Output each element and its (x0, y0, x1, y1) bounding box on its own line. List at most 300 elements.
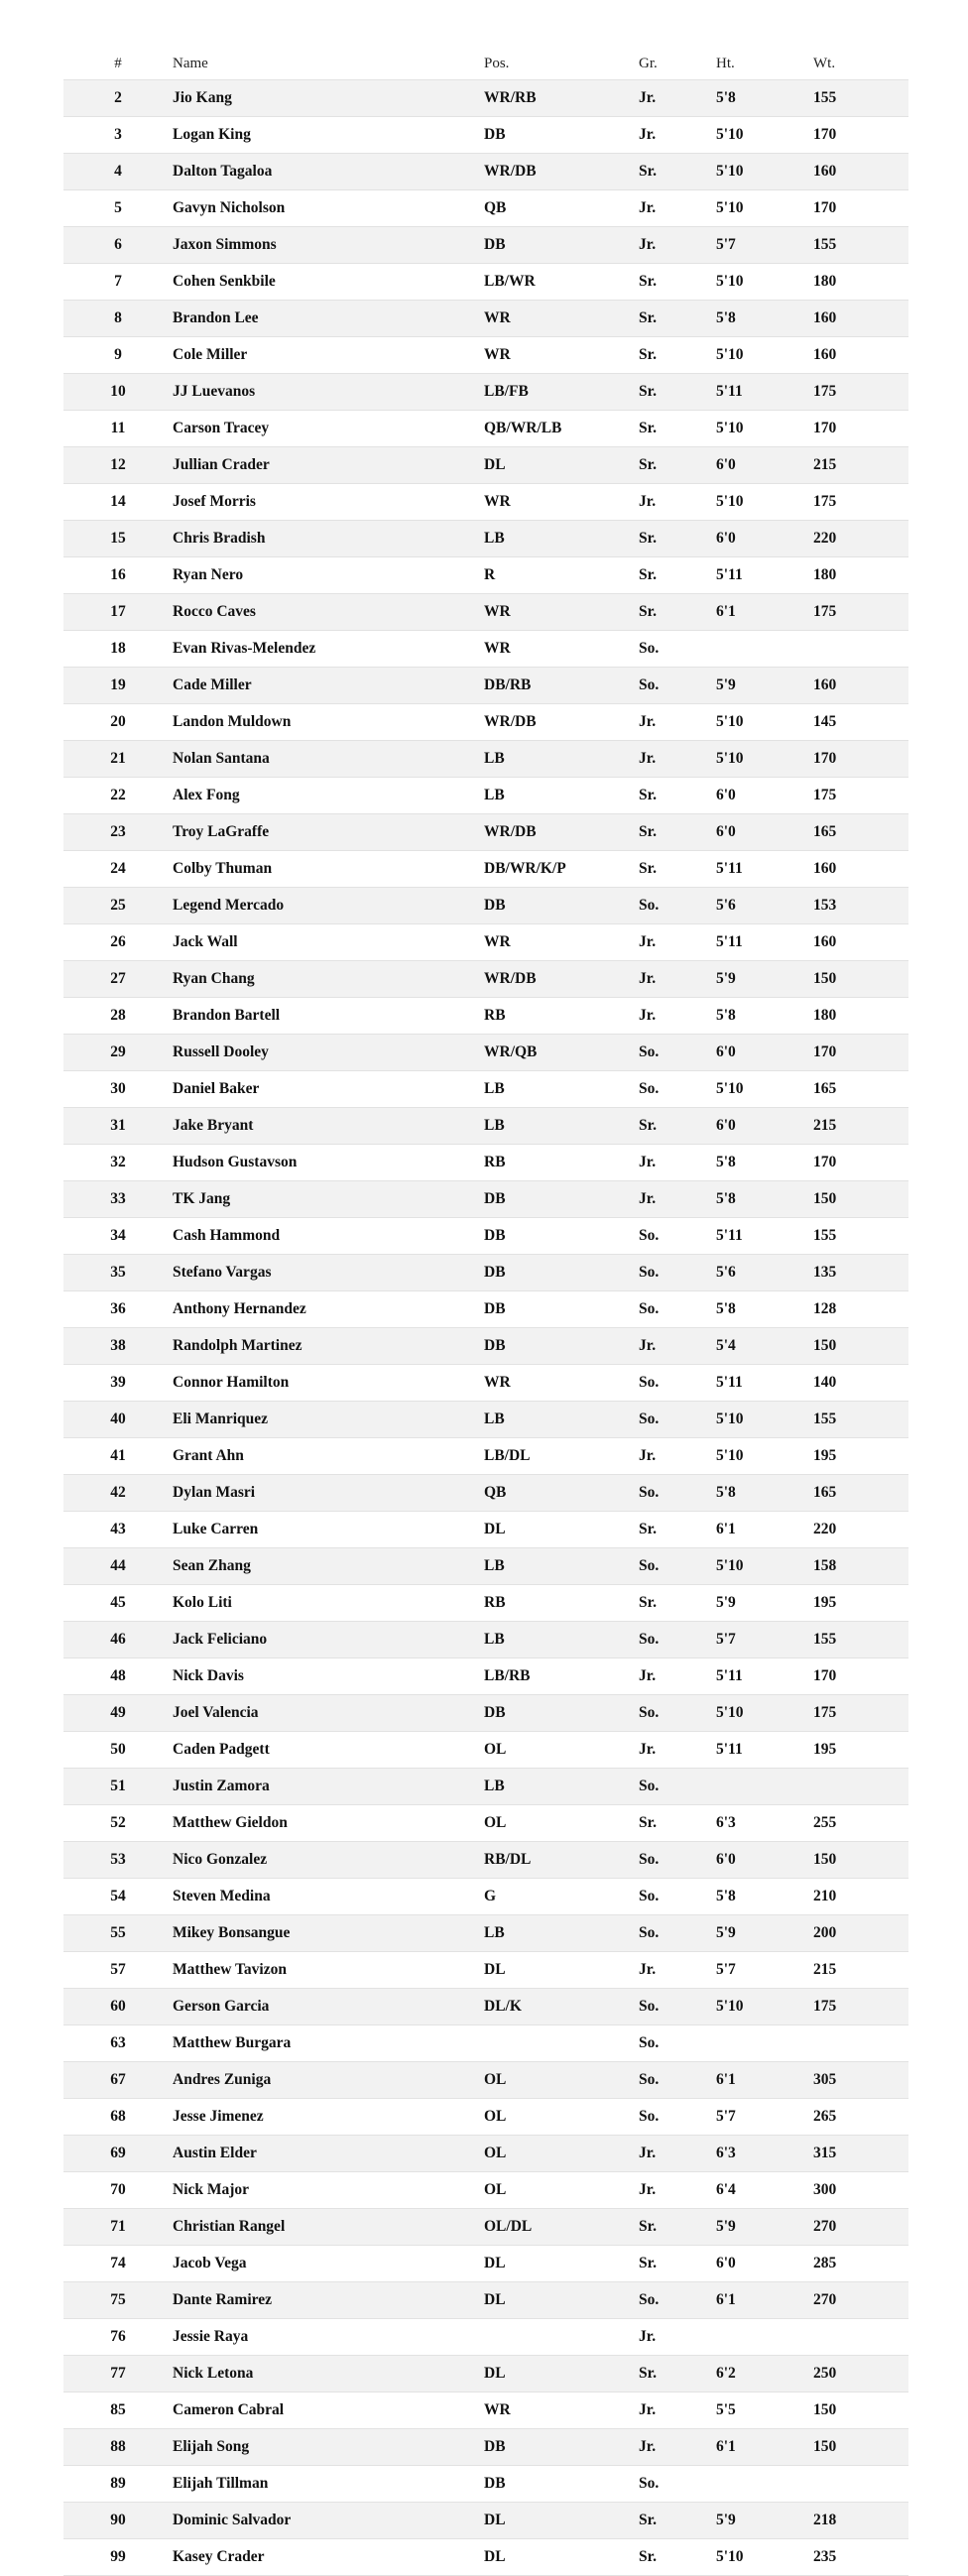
player-height: 6'4 (716, 2172, 813, 2209)
player-number: 10 (63, 374, 173, 411)
player-position: LB (484, 1548, 639, 1585)
table-row (63, 2172, 908, 2209)
player-grade: So. (639, 1402, 716, 1438)
header-row (63, 48, 908, 80)
player-number: 21 (63, 741, 173, 778)
player-height: 5'10 (716, 337, 813, 374)
player-weight: 175 (813, 778, 908, 814)
table-row (63, 1475, 908, 1512)
player-position: DB (484, 1291, 639, 1328)
player-position: QB/WR/LB (484, 411, 639, 447)
player-name: Cash Hammond (173, 1218, 484, 1255)
player-number: 36 (63, 1291, 173, 1328)
player-position: DB (484, 1695, 639, 1732)
player-number: 23 (63, 814, 173, 851)
table-row (63, 1658, 908, 1695)
player-height: 6'0 (716, 521, 813, 557)
table-row (63, 1695, 908, 1732)
player-grade: Jr. (639, 2172, 716, 2209)
player-weight: 155 (813, 1402, 908, 1438)
player-number: 60 (63, 1989, 173, 2025)
column-header-number: # (63, 48, 173, 80)
table-row (63, 1402, 908, 1438)
table-row (63, 741, 908, 778)
player-grade: Jr. (639, 1181, 716, 1218)
player-position: LB/WR (484, 264, 639, 301)
player-weight: 170 (813, 741, 908, 778)
table-row (63, 80, 908, 117)
player-position (484, 2025, 639, 2062)
player-number: 5 (63, 190, 173, 227)
player-weight: 210 (813, 1879, 908, 1915)
player-position: WR (484, 2392, 639, 2429)
player-number: 53 (63, 1842, 173, 1879)
player-name: Brandon Bartell (173, 998, 484, 1035)
player-number: 34 (63, 1218, 173, 1255)
table-row (63, 1108, 908, 1145)
player-number: 18 (63, 631, 173, 668)
player-number: 20 (63, 704, 173, 741)
player-weight: 160 (813, 337, 908, 374)
table-row (63, 1365, 908, 1402)
player-weight: 255 (813, 1805, 908, 1842)
roster-table (63, 48, 908, 2576)
player-height: 5'11 (716, 1218, 813, 1255)
player-height: 6'0 (716, 814, 813, 851)
table-row (63, 2466, 908, 2503)
player-name: Rocco Caves (173, 594, 484, 631)
player-grade: Sr. (639, 447, 716, 484)
player-name: Christian Rangel (173, 2209, 484, 2246)
table-row (63, 1145, 908, 1181)
player-name: Nolan Santana (173, 741, 484, 778)
table-row (63, 2062, 908, 2099)
player-name: Jio Kang (173, 80, 484, 117)
player-grade: Jr. (639, 227, 716, 264)
table-row (63, 704, 908, 741)
player-name: Stefano Vargas (173, 1255, 484, 1291)
player-height: 5'8 (716, 1879, 813, 1915)
player-position: DL (484, 2503, 639, 2539)
player-position: WR/DB (484, 704, 639, 741)
player-position: OL/DL (484, 2209, 639, 2246)
table-row (63, 2099, 908, 2136)
table-row (63, 2356, 908, 2392)
player-number: 69 (63, 2136, 173, 2172)
player-height: 5'10 (716, 1989, 813, 2025)
player-number: 27 (63, 961, 173, 998)
table-row (63, 778, 908, 814)
player-weight: 165 (813, 1475, 908, 1512)
player-position: OL (484, 2062, 639, 2099)
player-name: Andres Zuniga (173, 2062, 484, 2099)
player-weight: 195 (813, 1732, 908, 1769)
player-grade: Jr. (639, 117, 716, 154)
player-number: 30 (63, 1071, 173, 1108)
player-weight: 218 (813, 2503, 908, 2539)
player-name: Justin Zamora (173, 1769, 484, 1805)
player-name: Carson Tracey (173, 411, 484, 447)
player-position: RB (484, 1585, 639, 1622)
player-name: Ryan Nero (173, 557, 484, 594)
table-row (63, 2246, 908, 2282)
player-name: Nick Davis (173, 1658, 484, 1695)
player-weight: 215 (813, 1108, 908, 1145)
player-height: 5'9 (716, 1585, 813, 1622)
player-name: Russell Dooley (173, 1035, 484, 1071)
player-grade: Jr. (639, 1952, 716, 1989)
table-row (63, 484, 908, 521)
player-grade: Jr. (639, 2319, 716, 2356)
player-name: Dante Ramirez (173, 2282, 484, 2319)
player-height: 6'0 (716, 1842, 813, 1879)
table-row (63, 1255, 908, 1291)
player-name: Dominic Salvador (173, 2503, 484, 2539)
player-position: RB (484, 1145, 639, 1181)
player-weight: 285 (813, 2246, 908, 2282)
player-position: DL (484, 2356, 639, 2392)
roster-container (63, 48, 908, 2576)
player-position: DB/WR/K/P (484, 851, 639, 888)
player-grade: Sr. (639, 337, 716, 374)
player-position: DB (484, 888, 639, 924)
player-number: 54 (63, 1879, 173, 1915)
player-number: 35 (63, 1255, 173, 1291)
player-number: 85 (63, 2392, 173, 2429)
player-position: DB (484, 1328, 639, 1365)
player-height: 6'0 (716, 1108, 813, 1145)
player-position: OL (484, 2136, 639, 2172)
player-grade: Sr. (639, 2356, 716, 2392)
player-weight: 250 (813, 2356, 908, 2392)
table-row (63, 1952, 908, 1989)
player-weight: 200 (813, 1915, 908, 1952)
player-height: 5'7 (716, 1952, 813, 1989)
player-grade: So. (639, 631, 716, 668)
player-height (716, 2319, 813, 2356)
player-weight: 170 (813, 1035, 908, 1071)
player-weight: 155 (813, 1622, 908, 1658)
player-weight: 180 (813, 264, 908, 301)
player-number: 49 (63, 1695, 173, 1732)
player-grade: Sr. (639, 374, 716, 411)
table-row (63, 2429, 908, 2466)
player-grade: So. (639, 2466, 716, 2503)
player-number: 38 (63, 1328, 173, 1365)
table-row (63, 1769, 908, 1805)
table-row (63, 888, 908, 924)
player-position: DL (484, 2539, 639, 2576)
player-name: Landon Muldown (173, 704, 484, 741)
player-grade: Jr. (639, 2392, 716, 2429)
player-number: 57 (63, 1952, 173, 1989)
player-name: Eli Manriquez (173, 1402, 484, 1438)
player-grade: Jr. (639, 1438, 716, 1475)
player-position: LB/DL (484, 1438, 639, 1475)
player-name: Randolph Martinez (173, 1328, 484, 1365)
player-position: DB (484, 2429, 639, 2466)
player-number: 52 (63, 1805, 173, 1842)
player-weight: 150 (813, 2429, 908, 2466)
player-weight: 175 (813, 1695, 908, 1732)
player-number: 26 (63, 924, 173, 961)
table-row (63, 2539, 908, 2576)
table-row (63, 2503, 908, 2539)
player-number: 68 (63, 2099, 173, 2136)
player-number: 46 (63, 1622, 173, 1658)
player-name: Hudson Gustavson (173, 1145, 484, 1181)
player-position: WR (484, 631, 639, 668)
player-weight: 128 (813, 1291, 908, 1328)
roster-table-header (63, 48, 908, 80)
player-height (716, 1769, 813, 1805)
player-name: Legend Mercado (173, 888, 484, 924)
player-position: QB (484, 190, 639, 227)
player-name: Cohen Senkbile (173, 264, 484, 301)
player-weight: 145 (813, 704, 908, 741)
player-weight: 140 (813, 1365, 908, 1402)
player-number: 6 (63, 227, 173, 264)
player-weight: 158 (813, 1548, 908, 1585)
player-grade: Sr. (639, 1805, 716, 1842)
player-name: Cameron Cabral (173, 2392, 484, 2429)
player-name: Elijah Song (173, 2429, 484, 2466)
player-position: OL (484, 1805, 639, 1842)
player-name: Connor Hamilton (173, 1365, 484, 1402)
player-position (484, 2319, 639, 2356)
player-grade: Jr. (639, 2136, 716, 2172)
player-position: DL (484, 2246, 639, 2282)
player-weight: 305 (813, 2062, 908, 2099)
player-number: 11 (63, 411, 173, 447)
player-weight: 175 (813, 1989, 908, 2025)
player-height: 5'8 (716, 1181, 813, 1218)
table-row (63, 1328, 908, 1365)
player-grade: Jr. (639, 741, 716, 778)
player-position: G (484, 1879, 639, 1915)
player-number: 74 (63, 2246, 173, 2282)
player-name: Chris Bradish (173, 521, 484, 557)
player-weight: 235 (813, 2539, 908, 2576)
player-height: 6'3 (716, 1805, 813, 1842)
player-grade: So. (639, 888, 716, 924)
player-weight: 165 (813, 814, 908, 851)
table-row (63, 1879, 908, 1915)
player-height: 6'2 (716, 2356, 813, 2392)
player-grade: So. (639, 1842, 716, 1879)
player-position: WR/DB (484, 814, 639, 851)
player-number: 12 (63, 447, 173, 484)
table-row (63, 1438, 908, 1475)
player-number: 40 (63, 1402, 173, 1438)
player-height: 6'0 (716, 2246, 813, 2282)
player-name: Kasey Crader (173, 2539, 484, 2576)
player-grade: Jr. (639, 80, 716, 117)
table-row (63, 411, 908, 447)
player-weight: 170 (813, 411, 908, 447)
player-height: 5'10 (716, 117, 813, 154)
player-position: LB/FB (484, 374, 639, 411)
player-name: Colby Thuman (173, 851, 484, 888)
player-number: 9 (63, 337, 173, 374)
player-weight: 300 (813, 2172, 908, 2209)
player-name: Elijah Tillman (173, 2466, 484, 2503)
player-grade: Sr. (639, 778, 716, 814)
player-number: 14 (63, 484, 173, 521)
player-height: 5'10 (716, 190, 813, 227)
player-weight: 180 (813, 557, 908, 594)
player-height: 5'7 (716, 2099, 813, 2136)
player-position: LB (484, 1915, 639, 1952)
player-name: Gavyn Nicholson (173, 190, 484, 227)
player-weight: 150 (813, 1328, 908, 1365)
player-height: 6'0 (716, 1035, 813, 1071)
player-position: DL (484, 1512, 639, 1548)
table-row (63, 2319, 908, 2356)
player-position: WR (484, 594, 639, 631)
player-weight: 175 (813, 484, 908, 521)
player-number: 39 (63, 1365, 173, 1402)
player-weight: 150 (813, 2392, 908, 2429)
player-name: Jaxon Simmons (173, 227, 484, 264)
player-weight: 270 (813, 2209, 908, 2246)
player-number: 29 (63, 1035, 173, 1071)
player-number: 44 (63, 1548, 173, 1585)
player-grade: Sr. (639, 2503, 716, 2539)
player-name: Austin Elder (173, 2136, 484, 2172)
player-weight: 150 (813, 1181, 908, 1218)
player-number: 63 (63, 2025, 173, 2062)
player-position: DB (484, 1218, 639, 1255)
player-weight: 215 (813, 1952, 908, 1989)
player-grade: So. (639, 668, 716, 704)
table-row (63, 631, 908, 668)
player-position: OL (484, 2099, 639, 2136)
table-row (63, 1585, 908, 1622)
player-weight: 153 (813, 888, 908, 924)
player-number: 75 (63, 2282, 173, 2319)
player-weight: 155 (813, 80, 908, 117)
player-position: WR (484, 1365, 639, 1402)
player-position: WR/DB (484, 154, 639, 190)
player-name: Matthew Gieldon (173, 1805, 484, 1842)
table-row (63, 190, 908, 227)
player-weight: 135 (813, 1255, 908, 1291)
player-weight: 195 (813, 1438, 908, 1475)
player-weight (813, 2319, 908, 2356)
player-position: DB (484, 1181, 639, 1218)
player-grade: Sr. (639, 1512, 716, 1548)
player-height: 5'11 (716, 924, 813, 961)
player-grade: So. (639, 2099, 716, 2136)
player-height: 5'9 (716, 1915, 813, 1952)
player-position: LB (484, 1622, 639, 1658)
roster-table-body (63, 80, 908, 2576)
player-name: Cade Miller (173, 668, 484, 704)
table-row (63, 521, 908, 557)
player-weight: 160 (813, 924, 908, 961)
player-grade: Sr. (639, 264, 716, 301)
player-number: 43 (63, 1512, 173, 1548)
player-grade: Jr. (639, 1145, 716, 1181)
player-weight: 315 (813, 2136, 908, 2172)
player-number: 77 (63, 2356, 173, 2392)
player-number: 8 (63, 301, 173, 337)
player-weight: 160 (813, 668, 908, 704)
player-height: 5'10 (716, 2539, 813, 2576)
player-grade: Jr. (639, 961, 716, 998)
player-name: Daniel Baker (173, 1071, 484, 1108)
player-height: 5'9 (716, 961, 813, 998)
player-height: 5'7 (716, 227, 813, 264)
player-grade: Sr. (639, 851, 716, 888)
player-grade: Jr. (639, 704, 716, 741)
table-row (63, 998, 908, 1035)
player-height: 5'8 (716, 301, 813, 337)
player-weight: 150 (813, 961, 908, 998)
player-grade: Sr. (639, 521, 716, 557)
table-row (63, 374, 908, 411)
player-number: 48 (63, 1658, 173, 1695)
player-number: 19 (63, 668, 173, 704)
player-weight: 265 (813, 2099, 908, 2136)
player-position: WR (484, 301, 639, 337)
player-grade: Jr. (639, 924, 716, 961)
player-position: WR/DB (484, 961, 639, 998)
player-grade: Jr. (639, 2429, 716, 2466)
column-header-height: Ht. (716, 48, 813, 80)
player-weight (813, 1769, 908, 1805)
player-grade: So. (639, 1071, 716, 1108)
player-name: Jullian Crader (173, 447, 484, 484)
player-position: LB/RB (484, 1658, 639, 1695)
table-row (63, 594, 908, 631)
table-row (63, 1218, 908, 1255)
player-height (716, 2025, 813, 2062)
player-height: 5'9 (716, 2503, 813, 2539)
player-weight: 165 (813, 1071, 908, 1108)
player-position: LB (484, 741, 639, 778)
player-grade: So. (639, 1218, 716, 1255)
table-row (63, 447, 908, 484)
player-position: LB (484, 778, 639, 814)
player-height: 5'8 (716, 80, 813, 117)
player-position: RB/DL (484, 1842, 639, 1879)
column-header-weight: Wt. (813, 48, 908, 80)
player-grade: So. (639, 1035, 716, 1071)
table-row (63, 924, 908, 961)
player-height (716, 2466, 813, 2503)
table-row (63, 1181, 908, 1218)
player-position: OL (484, 1732, 639, 1769)
player-name: Steven Medina (173, 1879, 484, 1915)
player-position: LB (484, 1071, 639, 1108)
player-height: 5'4 (716, 1328, 813, 1365)
table-row (63, 337, 908, 374)
table-row (63, 961, 908, 998)
table-row (63, 1732, 908, 1769)
player-grade: So. (639, 1915, 716, 1952)
player-name: Ryan Chang (173, 961, 484, 998)
table-row (63, 1989, 908, 2025)
player-height: 6'0 (716, 447, 813, 484)
player-name: Jack Wall (173, 924, 484, 961)
player-height: 5'10 (716, 1695, 813, 1732)
player-number: 67 (63, 2062, 173, 2099)
player-name: Cole Miller (173, 337, 484, 374)
table-row (63, 557, 908, 594)
player-position: LB (484, 1402, 639, 1438)
